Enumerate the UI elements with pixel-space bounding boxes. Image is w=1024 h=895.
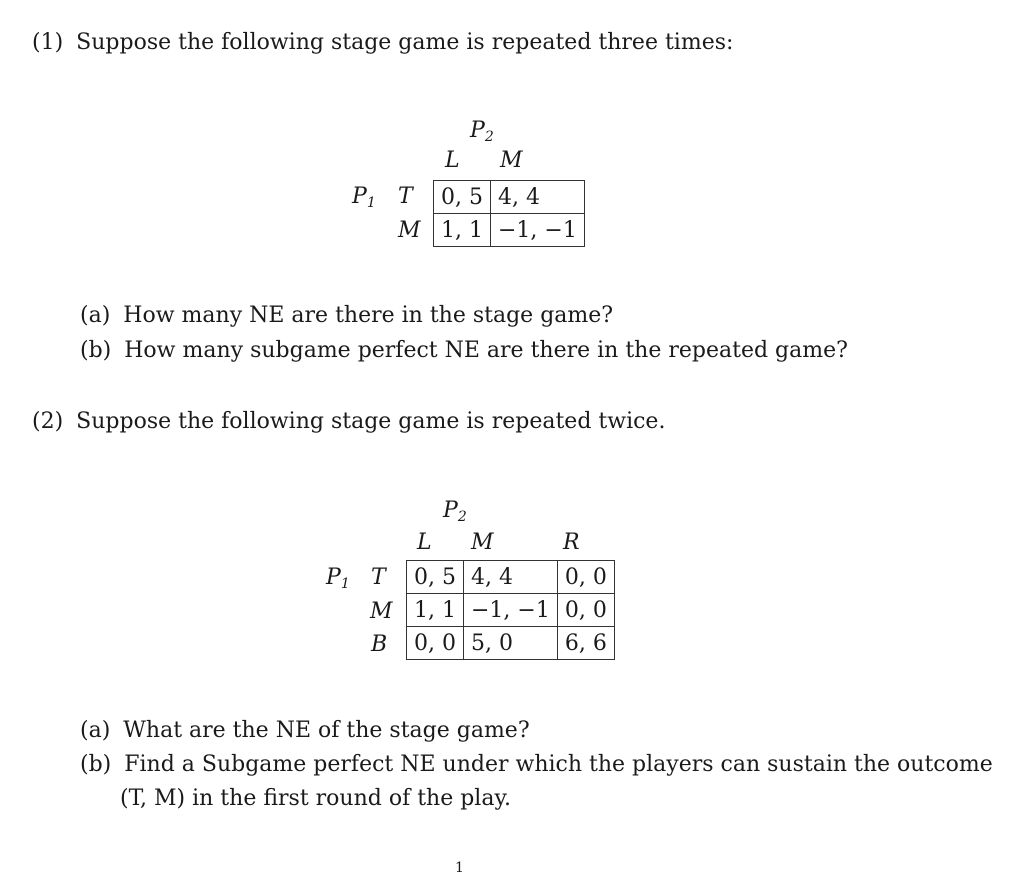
q1-cell-m-m: −1, −1: [490, 214, 584, 247]
q2-part-a-label: (a): [80, 718, 111, 743]
q2-row-label-m: M: [370, 599, 393, 624]
q2-cell-b-l: 0, 0: [407, 627, 464, 660]
q2-part-a: [80, 716, 530, 746]
q1-cell-t-l: 0, 5: [434, 181, 491, 214]
q1-part-b-text: How many subgame perfect NE are there in the repeated game?: [124, 338, 848, 363]
q2-cell-m-r: 0, 0: [557, 594, 614, 627]
q2-cell-t-l: 0, 5: [407, 561, 464, 594]
page-number: 1: [455, 860, 464, 876]
q2-part-b-text-line1: Find a Subgame perfect NE under which the players can sustain the outcome: [124, 752, 993, 777]
q2-cell-t-r: 0, 0: [557, 561, 614, 594]
q1-row-m: [434, 214, 585, 247]
q1-col-label-l: L: [445, 148, 460, 173]
q1-payoff-matrix: [433, 180, 585, 247]
question-1-number: (1): [32, 30, 64, 55]
q2-row-label-t: T: [371, 565, 386, 590]
q1-player1-label: $P_1$: [352, 184, 376, 211]
question-1-heading: [32, 28, 733, 58]
q1-part-a-label: (a): [80, 303, 111, 328]
q2-player1-label: $P_1$: [326, 565, 350, 592]
q2-part-b: [80, 750, 993, 780]
q1-cell-t-m: 4, 4: [490, 181, 584, 214]
q1-row-label-m: M: [398, 218, 421, 243]
q2-player2-label: $P_2$: [443, 498, 467, 525]
q1-part-b-label: (b): [80, 338, 112, 363]
q2-row-label-b: B: [371, 632, 388, 657]
q1-part-a-text: How many NE are there in the stage game?: [123, 303, 614, 328]
q2-col-label-l: L: [417, 530, 432, 555]
q1-player2-label: $P_2$: [470, 118, 494, 145]
q2-part-a-text: What are the NE of the stage game?: [123, 718, 530, 743]
q2-row-t: [407, 561, 615, 594]
q1-part-a: [80, 301, 613, 331]
q2-part-b-label: (b): [80, 752, 112, 777]
question-2-number: (2): [32, 409, 64, 434]
q2-cell-m-m: −1, −1: [463, 594, 557, 627]
q1-col-label-m: M: [500, 148, 523, 173]
q1-part-b: [80, 336, 848, 366]
q2-cell-m-l: 1, 1: [407, 594, 464, 627]
q2-cell-b-r: 6, 6: [557, 627, 614, 660]
q2-col-label-r: R: [563, 530, 580, 555]
q1-cell-m-l: 1, 1: [434, 214, 491, 247]
question-1-text: Suppose the following stage game is repeated three times:: [76, 30, 734, 55]
q1-row-label-t: T: [398, 184, 413, 209]
question-2-heading: [32, 407, 665, 437]
q2-cell-b-m: 5, 0: [463, 627, 557, 660]
q2-col-label-m: M: [471, 530, 494, 555]
q2-payoff-matrix: [406, 560, 615, 660]
q2-part-b-continuation: (T, M) in the first round of the play.: [120, 786, 511, 811]
question-2-text: Suppose the following stage game is repeated twice.: [76, 409, 666, 434]
q1-row-t: [434, 181, 585, 214]
q2-row-b: [407, 627, 615, 660]
q2-cell-t-m: 4, 4: [463, 561, 557, 594]
q2-row-m: [407, 594, 615, 627]
